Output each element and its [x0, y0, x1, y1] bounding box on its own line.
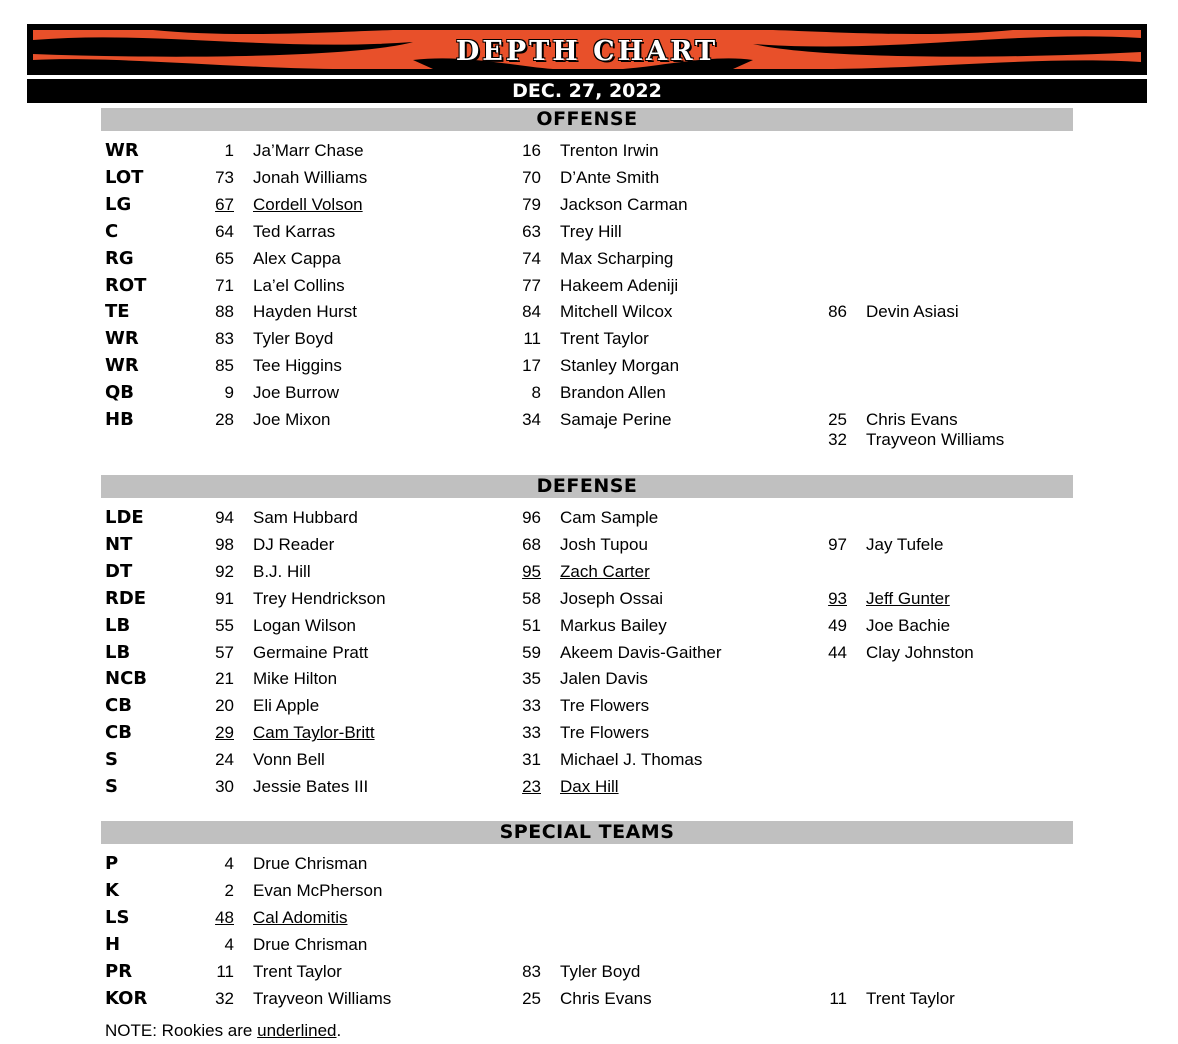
depth-row	[0, 878, 1178, 904]
jersey-number: 35	[522, 669, 541, 689]
player-name: Josh Tupou	[560, 534, 648, 554]
jersey-number: 55	[215, 615, 234, 635]
depth-row	[0, 586, 1178, 612]
player-name: Drue Chrisman	[253, 854, 368, 873]
depth-row	[0, 192, 1178, 218]
player-name: Trent Taylor	[866, 988, 955, 1008]
jersey-number: 64	[215, 221, 234, 241]
jersey-number: 17	[522, 356, 541, 376]
player-name: Chris Evans	[560, 988, 652, 1008]
player-name: Joe Mixon	[253, 410, 331, 429]
player-name: Zach Carter	[560, 561, 650, 581]
position-label: QB	[105, 382, 135, 404]
jersey-number: 32	[828, 430, 847, 449]
position-label: NCB	[105, 668, 147, 690]
section-header-special-teams: SPECIAL TEAMS	[101, 821, 1073, 844]
stripe-pattern	[33, 30, 1141, 69]
player-name: Trey Hill	[560, 221, 622, 241]
position-label: S	[105, 749, 118, 771]
player-name: Joseph Ossai	[560, 588, 663, 608]
position-label: LB	[105, 641, 131, 663]
position-label: C	[105, 220, 119, 242]
depth-row	[0, 407, 1178, 449]
depth-row	[0, 138, 1178, 164]
position-label: WR	[105, 355, 139, 377]
jersey-number: 91	[215, 588, 234, 608]
jersey-number: 83	[522, 961, 541, 981]
depth-row	[0, 693, 1178, 719]
player-name: Stanley Morgan	[560, 356, 680, 376]
depth-row	[0, 326, 1178, 352]
position-label: P	[105, 853, 119, 874]
jersey-number: 51	[522, 615, 541, 635]
player-name: DJ Reader	[253, 534, 335, 554]
jersey-number: 24	[215, 750, 234, 770]
note-suffix: .	[336, 1021, 342, 1040]
jersey-number: 97	[828, 534, 847, 554]
player-name: Tyler Boyd	[560, 961, 641, 981]
position-label: WR	[105, 328, 139, 350]
jersey-number: 21	[215, 669, 234, 689]
player-name: Evan McPherson	[253, 880, 383, 900]
jersey-number: 74	[522, 248, 541, 268]
jersey-number: 88	[215, 302, 234, 322]
jersey-number: 8	[531, 383, 541, 403]
depth-row	[0, 273, 1178, 299]
depth-row	[0, 986, 1178, 1012]
note-prefix: NOTE: Rookies are	[105, 1021, 258, 1040]
jersey-number: 44	[828, 642, 847, 662]
jersey-number: 57	[215, 642, 234, 662]
jersey-number: 9	[224, 383, 234, 403]
position-label: S	[105, 776, 118, 797]
depth-row	[0, 666, 1178, 692]
depth-row	[0, 380, 1178, 406]
jersey-number: 33	[522, 723, 541, 743]
player-name: Akeem Davis-Gaither	[560, 642, 722, 662]
player-name: Mitchell Wilcox	[560, 302, 673, 322]
player-name: Trayveon Williams	[253, 988, 392, 1008]
player-name: Joe Bachie	[866, 615, 951, 635]
jersey-number: 32	[215, 988, 234, 1008]
player-name: Sam Hubbard	[253, 508, 358, 527]
depth-row	[0, 959, 1178, 985]
jersey-number: 85	[215, 356, 234, 376]
jersey-number: 23	[522, 777, 541, 796]
position-label: CB	[105, 695, 132, 717]
player-name: Jonah Williams	[253, 167, 368, 187]
depth-row	[0, 851, 1178, 877]
position-label: LG	[105, 193, 132, 215]
depth-row	[0, 353, 1178, 379]
player-name: Max Scharping	[560, 248, 674, 268]
jersey-number: 95	[522, 561, 541, 581]
title-banner	[27, 24, 1147, 75]
position-label: RDE	[105, 587, 147, 609]
position-label: CB	[105, 722, 132, 744]
player-name: Samaje Perine	[560, 410, 672, 429]
jersey-number: 92	[215, 561, 234, 581]
jersey-number: 96	[522, 508, 541, 527]
position-label: WR	[105, 140, 139, 161]
position-label: LOT	[105, 166, 144, 188]
jersey-number: 2	[224, 880, 234, 900]
depth-row	[0, 165, 1178, 191]
jersey-number: 4	[224, 934, 234, 954]
player-name: Chris Evans	[866, 410, 958, 429]
player-name: Cordell Volson	[253, 194, 363, 214]
jersey-number: 98	[215, 534, 234, 554]
jersey-number: 71	[215, 275, 234, 295]
position-label: K	[105, 879, 119, 901]
jersey-number: 58	[522, 588, 541, 608]
jersey-number: 73	[215, 167, 234, 187]
player-name: Tre Flowers	[560, 723, 650, 743]
jersey-number: 31	[522, 750, 541, 770]
jersey-number: 11	[523, 329, 541, 349]
position-label: TE	[105, 301, 130, 323]
jersey-number: 79	[522, 194, 541, 214]
jersey-number: 16	[522, 141, 541, 160]
jersey-number: 4	[224, 854, 234, 873]
jersey-number: 48	[215, 907, 234, 927]
jersey-number: 68	[522, 534, 541, 554]
jersey-number: 83	[215, 329, 234, 349]
depth-row	[0, 720, 1178, 746]
depth-row	[0, 559, 1178, 585]
position-label: DT	[105, 560, 133, 582]
jersey-number: 77	[522, 275, 541, 295]
jersey-number: 25	[828, 410, 847, 429]
section-header-offense: OFFENSE	[101, 108, 1073, 131]
player-name: Ja’Marr Chase	[253, 141, 364, 160]
player-name: Dax Hill	[560, 777, 619, 796]
jersey-number: 70	[522, 167, 541, 187]
player-name: Markus Bailey	[560, 615, 667, 635]
player-name: Vonn Bell	[253, 750, 325, 770]
player-name: Hakeem Adeniji	[560, 275, 679, 295]
jersey-number: 94	[215, 508, 234, 527]
depth-row	[0, 299, 1178, 325]
player-name: B.J. Hill	[253, 561, 311, 581]
depth-row	[0, 640, 1178, 666]
position-label: ROT	[105, 274, 147, 296]
player-name: Trent Taylor	[253, 961, 342, 981]
player-name: Brandon Allen	[560, 383, 666, 403]
player-name: Trayveon Williams	[866, 430, 1005, 449]
depth-row	[0, 774, 1178, 800]
jersey-number: 49	[828, 615, 847, 635]
date-bar: DEC. 27, 2022	[27, 79, 1147, 103]
jersey-number: 34	[522, 410, 541, 429]
player-name: Logan Wilson	[253, 615, 357, 635]
player-name: Jeff Gunter	[866, 588, 950, 608]
section-header-defense: DEFENSE	[101, 475, 1073, 498]
player-name: Jalen Davis	[560, 669, 648, 689]
jersey-number: 30	[215, 777, 234, 796]
jersey-number: 11	[216, 961, 234, 981]
jersey-number: 63	[522, 221, 541, 241]
position-label: HB	[105, 409, 134, 430]
player-name: Ted Karras	[253, 221, 336, 241]
depth-row	[0, 932, 1178, 958]
page-title: DEPTH CHART	[455, 36, 719, 67]
depth-row	[0, 219, 1178, 245]
jersey-number: 20	[215, 696, 234, 716]
position-label: LS	[105, 906, 130, 928]
player-name: Tyler Boyd	[253, 329, 334, 349]
jersey-number: 65	[215, 248, 234, 268]
jersey-number: 59	[522, 642, 541, 662]
depth-row	[0, 747, 1178, 773]
jersey-number: 86	[828, 302, 847, 322]
jersey-number: 84	[522, 302, 541, 322]
depth-row	[0, 905, 1178, 931]
player-name: Cam Taylor-Britt	[253, 723, 375, 743]
player-name: Eli Apple	[253, 696, 320, 716]
player-name: Trenton Irwin	[560, 141, 659, 160]
depth-row	[0, 532, 1178, 558]
player-name: La’el Collins	[253, 275, 345, 295]
position-label: H	[105, 933, 121, 955]
jersey-number: 25	[522, 988, 541, 1008]
player-name: Alex Cappa	[253, 248, 341, 268]
depth-row	[0, 505, 1178, 531]
player-name: Tee Higgins	[253, 356, 342, 376]
position-label: PR	[105, 960, 133, 982]
player-name: Mike Hilton	[253, 669, 338, 689]
player-name: Devin Asiasi	[866, 302, 959, 322]
player-name: Trent Taylor	[560, 329, 649, 349]
position-label: RG	[105, 247, 134, 269]
jersey-number: 1	[224, 141, 234, 160]
depth-row	[0, 613, 1178, 639]
player-name: D’Ante Smith	[560, 167, 660, 187]
position-label: LB	[105, 614, 131, 636]
player-name: Tre Flowers	[560, 696, 650, 716]
player-name: Trey Hendrickson	[253, 588, 386, 608]
position-label: NT	[105, 533, 133, 555]
jersey-number: 67	[215, 194, 234, 214]
player-name: Jay Tufele	[866, 534, 944, 554]
note-emphasis: underlined	[257, 1021, 337, 1040]
jersey-number: 28	[215, 410, 234, 429]
jersey-number: 11	[829, 988, 847, 1008]
player-name: Germaine Pratt	[253, 642, 369, 662]
jersey-number: 29	[215, 723, 234, 743]
player-name: Jackson Carman	[560, 194, 688, 214]
player-name: Clay Johnston	[866, 642, 974, 662]
rookie-note	[105, 1020, 341, 1042]
player-name: Cam Sample	[560, 508, 659, 527]
player-name: Michael J. Thomas	[560, 750, 703, 770]
player-name: Hayden Hurst	[253, 302, 357, 322]
player-name: Drue Chrisman	[253, 934, 368, 954]
jersey-number: 93	[828, 588, 847, 608]
depth-row	[0, 246, 1178, 272]
jersey-number: 33	[522, 696, 541, 716]
player-name: Cal Adomitis	[253, 907, 348, 927]
position-label: KOR	[105, 987, 148, 1009]
position-label: LDE	[105, 507, 144, 528]
player-name: Jessie Bates III	[253, 777, 369, 796]
player-name: Joe Burrow	[253, 383, 339, 403]
